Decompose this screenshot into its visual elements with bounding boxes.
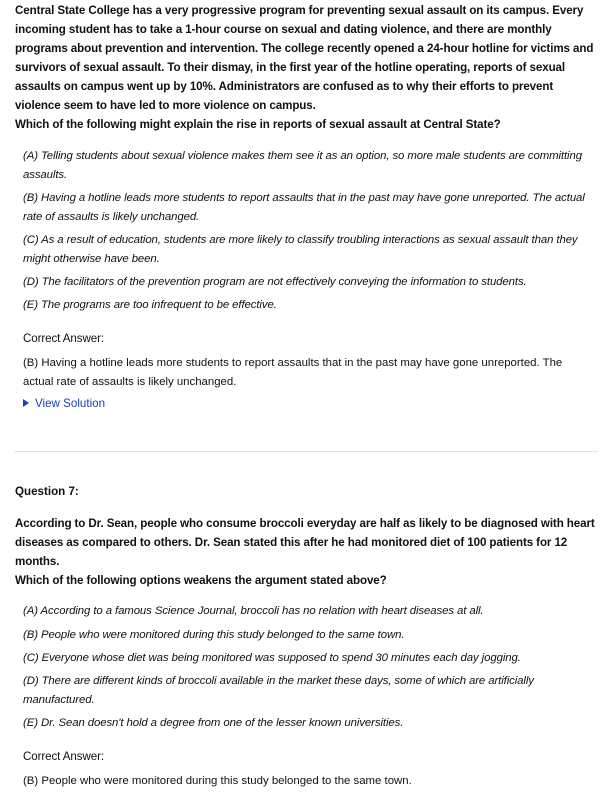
q7-option-d[interactable]: (D) There are different kinds of broccoli available in the market these days, some of which are artificially manufactured. [23,675,534,706]
q7-stem-block [15,514,598,590]
q6-option-c[interactable]: (C) As a result of education, students are more likely to classify troubling interactions as sexual assault than they might otherwise have been. [23,234,578,265]
q7-title: Question 7: [15,485,79,498]
q7-correct-answer-label: Correct Answer: [23,750,104,763]
q6-stem-block [15,1,598,134]
question-divider [14,451,598,452]
q7-option-c[interactable]: (C) Everyone whose diet was being monitored was supposed to spend 30 minutes each day jogging. [23,652,521,664]
q6-stem: Central State College has a very progressive program for preventing sexual assault on its campus. Every incoming student has to take a 1-hour course on sexual and dating violence, and there are monthly programs about prevention and intervention. The college recently opened a 24-hour hotline for victims and survivors of sexual assault. To their dismay, in the first year of the hotline operating, reports of sexual assaults on campus went up by 10%. Administrators are confused as to why their efforts to prevent violence seem to have led to more violence on campus. [15,4,594,112]
q7-option-b[interactable]: (B) People who were monitored during this study belonged to the same town. [23,629,405,641]
view-solution-label: View Solution [35,397,106,410]
q6-option-d[interactable]: (D) The facilitators of the prevention program are not effectively conveying the information to students. [23,276,527,288]
q6-option-e[interactable]: (E) The programs are too infrequent to be effective. [23,299,277,311]
q6-view-solution-link[interactable] [23,397,105,410]
q6-option-a[interactable]: (A) Telling students about sexual violence makes them see it as an option, so more male students are committing assaults. [23,150,582,181]
triangle-right-icon [23,399,29,407]
q7-option-e[interactable]: (E) Dr. Sean doesn't hold a degree from one of the lesser known universities. [23,717,404,729]
q7-correct-answer: (B) People who were monitored during this study belonged to the same town. [23,775,412,787]
q7-stem: According to Dr. Sean, people who consume broccoli everyday are half as likely to be diagnosed with heart diseases as compared to others. Dr. Sean stated this after he had monitored diet of 100 patients for 12 months. [15,517,595,568]
q6-correct-answer: (B) Having a hotline leads more students to report assaults that in the past may have gone unreported. The actual rate of assaults is likely unchanged. [23,357,563,388]
q7-question: Which of the following options weakens the argument stated above? [15,574,387,587]
q7-option-a[interactable]: (A) According to a famous Science Journal, broccoli has no relation with heart diseases at all. [23,605,484,617]
q6-option-b[interactable]: (B) Having a hotline leads more students to report assaults that in the past may have gone unreported. The actual rate of assaults is likely unchanged. [23,192,585,223]
q6-correct-answer-label: Correct Answer: [23,332,104,345]
q6-question: Which of the following might explain the rise in reports of sexual assault at Central State? [15,118,501,131]
